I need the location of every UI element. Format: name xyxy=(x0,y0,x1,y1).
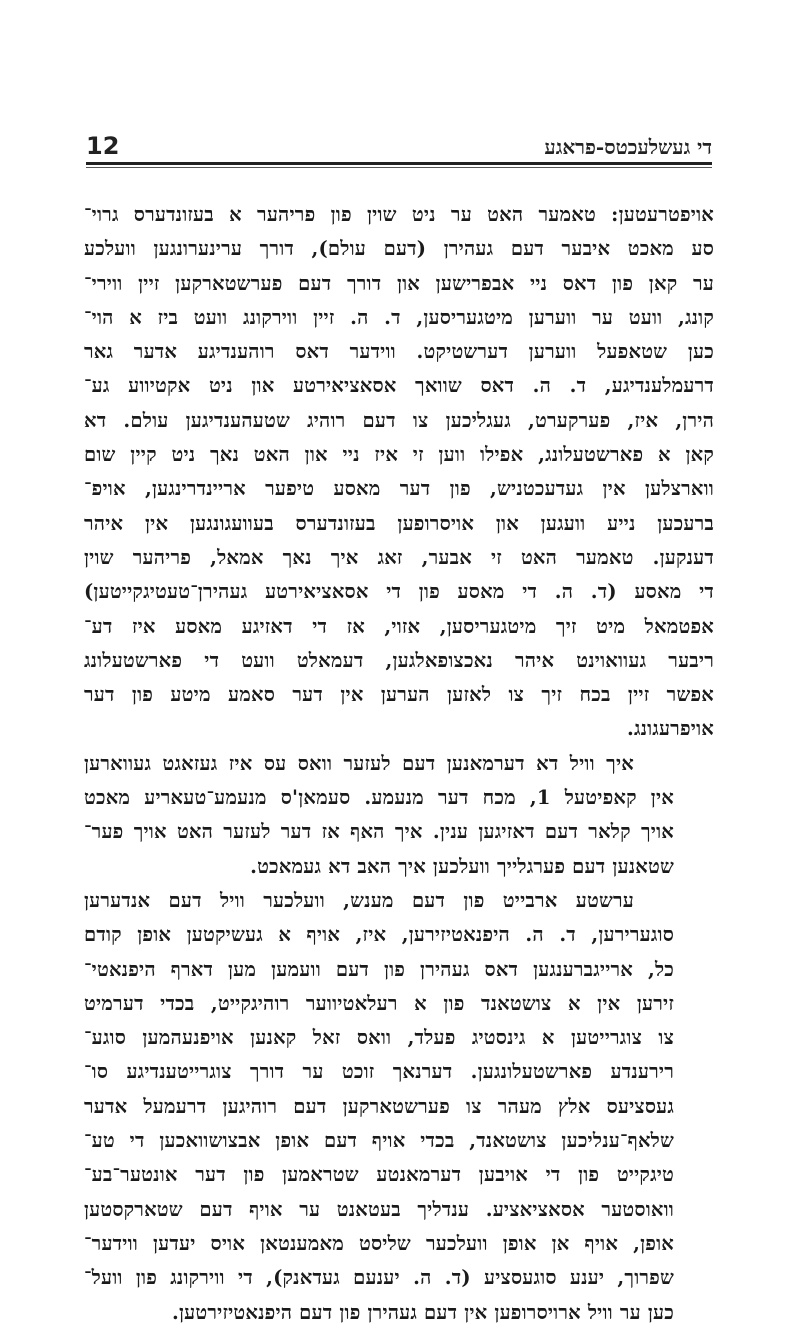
text-line: אפטמאל מיט זיך מיטגעריסען, אזוי, אז די דאזיגע מאסע איז דע־ xyxy=(84,614,714,638)
paragraph xyxy=(84,747,714,884)
page-number: 12 xyxy=(86,132,120,160)
text-line: סוגערירען, ד. ה. היפנאטיזירען, איז, אויף א געשיקטען אופן קודם xyxy=(84,923,674,947)
text-line: געסציעס אלץ מעהר צו פערשטארקען דעם רוהיגען דרעמעל אדער xyxy=(84,1094,674,1118)
header-rule-thin xyxy=(86,167,712,168)
text-line: אופן, אויף אן אופן וועלכער שליסט מאמענטאן אויס יעדען ווידער־ xyxy=(84,1231,674,1255)
text-line: אויפרעגונג. xyxy=(626,717,714,741)
text-line: ריבער געוואוינט איהר נאכצופאלגען, דעמאלט וועט די פארשטעלונג xyxy=(84,648,714,672)
text-line: ערשטע ארבייט פון דעם מענש, וועלכער וויל דעם אנדערען xyxy=(84,888,634,912)
text-line: איך וויל דא דערמאנען דעם לעזער וואס עס איז געזאגט געווארען xyxy=(84,751,634,775)
text-line: זירען אין א צושטאנד פון א רעלאטיווער רוהיגקייט, בכדי דערמיט xyxy=(84,991,674,1015)
text-line: סע מאכט איבער דעם געהירן (דעם עולם), דורך ערינערונגען וועלכע xyxy=(84,237,714,261)
text-line: וואוסטער אסאציאציע. ענדליך בעטאנט ער אויף דעם שטארקסטען xyxy=(84,1197,674,1221)
running-title: די געשלעכטס-פראגע xyxy=(544,135,712,159)
text-line: כען שטאפעל ווערען דערשטיקט. ווידער דאס רוהענדיגע אדער גאר xyxy=(84,340,714,364)
text-line: צו צוגרייטען א גינסטיג פעלד, וואס זאל קאנען אויפנעהמען סוגע־ xyxy=(84,1026,674,1050)
paragraph xyxy=(84,198,714,747)
text-line: ער קאן פון דאס ניי אבפרישען און דורך דעם פערשטארקען זיין ווירי־ xyxy=(84,271,714,295)
body-text xyxy=(84,198,714,1330)
text-line: הירן, איז, פערקערט, געגליכען צו דעם רוהיג שטעהענדיגען עולם. דא xyxy=(84,408,714,432)
text-line: שפרוך, יענע סוגעסציע (ד. ה. יענעם געדאנק), די ווירקונג פון וועל־ xyxy=(84,1266,674,1290)
text-line: ברעכען נייע וועגען און אויסרופען בעזונדערס בעוועגונגען אין איהר xyxy=(84,511,714,535)
text-line: אין קאפיטעל 1, מכח דער מנעמע. סעמאן'ס מנעמע־טעאריע מאכט xyxy=(84,786,674,810)
text-line: אויך קלאר דעם דאזיגען ענין. איך האף אז דער לעזער האט אויך פער־ xyxy=(84,820,674,844)
text-line: קונג, וועט ער ווערען מיטגעריסען, ד. ה. זיין ווירקונג וועט ביז א הוי־ xyxy=(84,305,714,329)
text-line: קאן א פארשטעלונג, אפילו ווען זי איז ניי און האט נאך ניט קיין שום xyxy=(84,443,714,467)
text-line: ווארצלען אין געדעכטניש, פון דער מאסע טיפער אריינדרינגען, אויפ־ xyxy=(84,477,714,501)
text-line: טיגקייט פון די אויבען דערמאנטע שטראמען פון דער אונטער־בע־ xyxy=(84,1163,674,1187)
paragraph xyxy=(84,884,714,1330)
text-line: שטאנען דעם פערגלייך וועלכען איך האב דא געמאכט. xyxy=(250,854,674,878)
page-header xyxy=(86,122,712,160)
text-line: שלאף־ענליכען צושטאנד, בכדי אויף דעם אופן אבצושוואכען די טע־ xyxy=(84,1129,674,1153)
text-line: אפשר זיין בכח זיך צו לאזען הערען אין דער סאמע מיטע פון דער xyxy=(84,683,714,707)
text-line: דענקען. טאמער האט זי אבער, זאג איך נאך אמאל, פריהער שוין xyxy=(84,545,714,569)
text-line: די מאסע (ד. ה. די מאסע פון די אסאציאירטע געהירן־טעטיגקייטען) xyxy=(84,580,714,604)
header-rule xyxy=(86,162,712,165)
text-line: רירענדע פארשטעלונגען. דערנאך זוכט ער דורך צוגרייטענדיגע סו־ xyxy=(84,1060,674,1084)
text-line: כען ער וויל ארויסרופען אין דעם געהירן פון דעם היפנאטיזירטען. xyxy=(171,1300,674,1324)
text-line: כל, ארייגברענגען דאס געהירן פון דעם וועמען מען דארף היפנאטי־ xyxy=(84,957,674,981)
text-line: אויפטרעטען: טאמער האט ער ניט שוין פון פריהער א בעזונדערס גרוי־ xyxy=(84,203,714,226)
text-line: דרעמלענדיגע, ד. ה. דאס שוואך אסאציאירטע און ניט אקטיווע גע־ xyxy=(84,374,714,398)
